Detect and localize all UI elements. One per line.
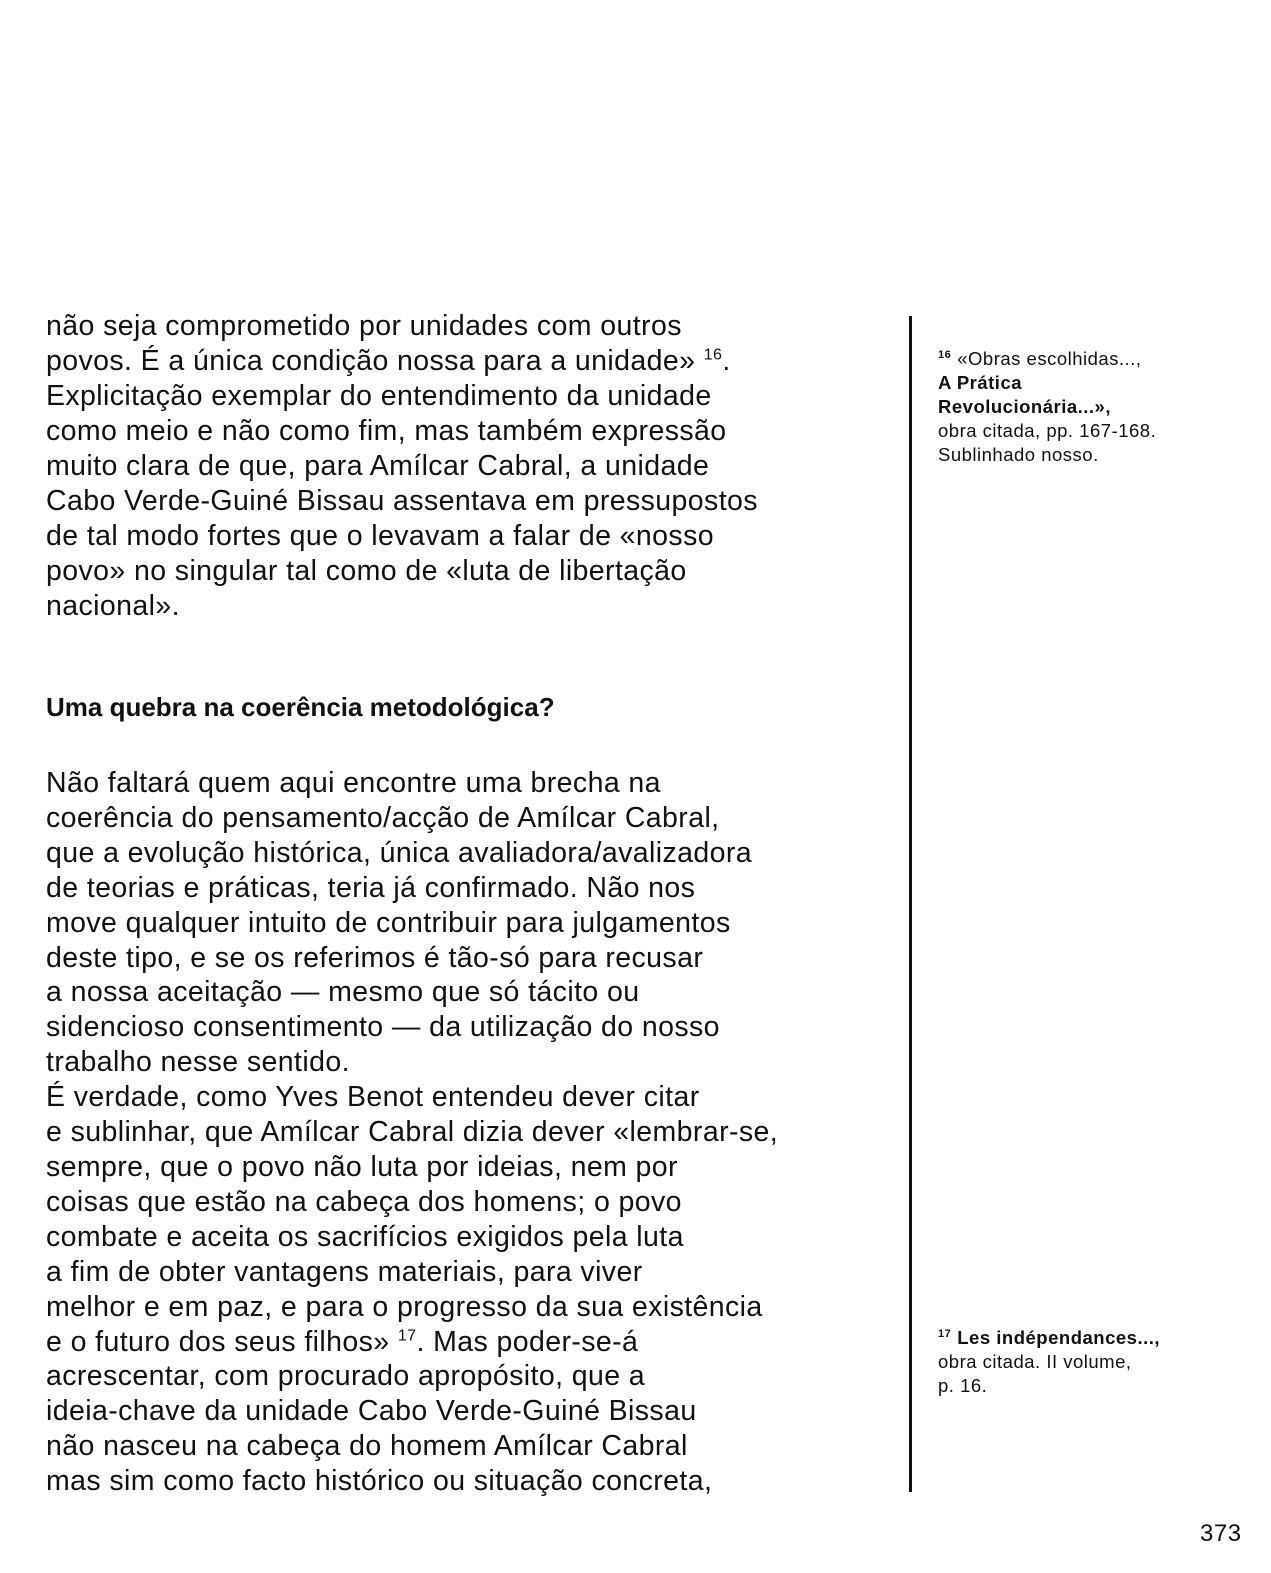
text-line: sempre, que o povo não luta por ideias, nem por [46, 1150, 678, 1183]
footnote-number: 17 [938, 1327, 952, 1340]
text-line: de tal modo fortes que o levavam a falar de «nosso [46, 520, 714, 552]
footnote-line [938, 395, 1156, 419]
text-line: a fim de obter vantagens materiais, para viver [46, 1255, 643, 1288]
text-line: não nasceu na cabeça do homem Amílcar Cabral [46, 1430, 688, 1463]
footnote-line [938, 1326, 1160, 1350]
text-line-content: povos. É a única condição nossa para a unidade» [46, 345, 696, 377]
section-heading: Uma quebra na coerência metodológica? [46, 692, 555, 722]
text-line-content: e o futuro dos seus filhos» [46, 1325, 390, 1358]
text-line: não seja comprometido por unidades com outros [46, 310, 682, 342]
footnote-ref-17[interactable]: 17 [397, 1327, 417, 1344]
text-line: coisas que estão na cabeça dos homens; o povo [46, 1185, 682, 1218]
text-line: melhor e em paz, e para o progresso da sua existência [46, 1290, 763, 1323]
text-line: e sublinhar, que Amílcar Cabral dizia dever «lembrar-se, [46, 1116, 779, 1149]
text-line: acrescentar, com procurado apropósito, que a [46, 1360, 646, 1393]
text-line: trabalho nesse sentido. [46, 1046, 350, 1079]
footnote-number: 16 [938, 348, 952, 361]
text-line: que a evolução histórica, única avaliadora/avalizadora [46, 836, 753, 869]
text-line: Cabo Verde-Guiné Bissau assentava em pressupostos [46, 485, 758, 517]
text-line: a nossa aceitação — mesmo que só tácito ou [46, 976, 640, 1009]
text-line: É verdade, como Yves Benot entendeu dever citar [46, 1081, 700, 1114]
footnote-text: «Obras escolhidas..., [957, 348, 1142, 369]
text-line: coerência do pensamento/acção de Amílcar Cabral, [46, 801, 720, 834]
text-line: muito clara de que, para Amílcar Cabral, a unidade [46, 450, 710, 482]
text-line: combate e aceita os sacrifícios exigidos pela luta [46, 1220, 684, 1253]
text-line [46, 344, 901, 379]
text-line: de teorias e práticas, teria já confirmado. Não nos [46, 871, 696, 904]
footnote-16 [938, 347, 1156, 467]
text-line: nacional». [46, 590, 180, 622]
footnote-line: obra citada. II volume, [938, 1351, 1132, 1372]
text-line: Não faltará quem aqui encontre uma brecha na [46, 767, 661, 799]
text-line: povo» no singular tal como de «luta de libertação [46, 555, 687, 587]
text-line [46, 1325, 901, 1360]
footnote-17 [938, 1326, 1160, 1398]
footnote-title: Les indépendances..., [957, 1327, 1161, 1348]
text-line: sidencioso consentimento — da utilização do nosso [46, 1011, 720, 1044]
text-line: Explicitação exemplar do entendimento da unidade [46, 380, 712, 412]
text-line: como meio e não como fim, mas também expressão [46, 415, 727, 447]
footnote-ref-16[interactable]: 16 [703, 346, 723, 364]
footnote-title: A Prática [938, 372, 1023, 393]
paragraph-2 [46, 766, 901, 1499]
footnote-title: Revolucionária...», [938, 396, 1111, 417]
text-line: mas sim como facto histórico ou situação concreta, [46, 1465, 713, 1498]
text-line-tail: . Mas poder-se-á [416, 1325, 639, 1358]
footnote-line: p. 16. [938, 1375, 988, 1396]
paragraph-1 [46, 309, 901, 624]
text-line: deste tipo, e se os referimos é tão-só para recusar [46, 941, 704, 974]
page-number: 373 [1200, 1520, 1242, 1547]
text-line: ideia-chave da unidade Cabo Verde-Guiné Bissau [46, 1395, 697, 1428]
footnote-line [938, 371, 1156, 395]
footnote-line: Sublinhado nosso. [938, 444, 1099, 465]
margin-divider [909, 316, 912, 1492]
footnote-line [938, 347, 1156, 371]
footnote-line: obra citada, pp. 167-168. [938, 420, 1157, 441]
text-line-tail: . [722, 345, 731, 377]
text-line: move qualquer intuito de contribuir para julgamentos [46, 906, 731, 939]
